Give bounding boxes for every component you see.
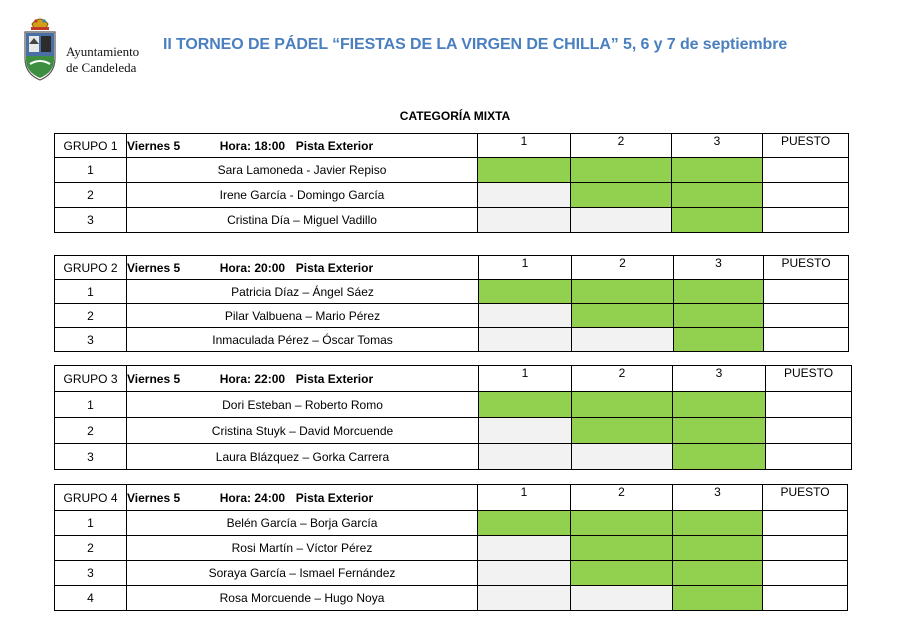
result-cell: [478, 586, 571, 611]
col-header-3: 3: [672, 134, 763, 158]
result-cell: [479, 418, 572, 444]
result-cell: [572, 280, 674, 304]
group-court: Pista Exterior: [295, 490, 374, 505]
result-cell: [571, 586, 673, 611]
pair-name: Rosi Martín – Víctor Pérez: [127, 536, 478, 561]
result-cell: [479, 392, 572, 418]
group-table: [54, 484, 848, 611]
col-header-2: 2: [572, 366, 673, 392]
result-cell: [674, 280, 764, 304]
position-cell: [763, 511, 848, 536]
table-row: [55, 511, 848, 536]
table-row: [55, 392, 852, 418]
pair-number: 1: [55, 511, 127, 536]
table-row: [55, 561, 848, 586]
result-cell: [572, 444, 673, 470]
group-time: Hora: 24:00: [219, 490, 286, 505]
group-time: Hora: 18:00: [219, 138, 286, 153]
pair-number: 2: [55, 304, 127, 328]
pair-number: 2: [55, 536, 127, 561]
result-cell: [479, 280, 572, 304]
col-header-1: 1: [478, 134, 571, 158]
category-title: CATEGORÍA MIXTA: [399, 109, 511, 123]
result-cell: [672, 183, 763, 208]
result-cell: [478, 561, 571, 586]
table-row: [55, 183, 849, 208]
position-cell: [763, 183, 849, 208]
town-line-2: de Candeleda: [66, 60, 137, 75]
pair-name: Laura Blázquez – Gorka Carrera: [127, 444, 479, 470]
pair-name: Sara Lamoneda - Javier Repiso: [127, 158, 478, 183]
result-cell: [571, 208, 672, 233]
result-cell: [571, 158, 672, 183]
result-cell: [673, 561, 763, 586]
group-label: GRUPO 1: [55, 134, 127, 158]
pair-name: Soraya García – Ismael Fernández: [127, 561, 478, 586]
result-cell: [572, 304, 674, 328]
pair-number: 3: [55, 444, 127, 470]
pair-number: 1: [55, 158, 127, 183]
group-day: Viernes 5: [127, 260, 181, 275]
table-row: [55, 328, 849, 352]
col-header-puesto: PUESTO: [763, 134, 849, 158]
table-row: [55, 444, 852, 470]
pair-name: Rosa Morcuende – Hugo Noya: [127, 586, 478, 611]
pair-name: Patricia Díaz – Ángel Sáez: [127, 280, 479, 304]
group-court: Pista Exterior: [295, 371, 374, 386]
group-label: GRUPO 3: [55, 366, 127, 392]
result-cell: [572, 392, 673, 418]
pair-name: Belén García – Borja García: [127, 511, 478, 536]
pair-number: 3: [55, 328, 127, 352]
group-table: [54, 133, 849, 233]
result-cell: [673, 444, 766, 470]
result-cell: [572, 328, 674, 352]
group-day: Viernes 5: [127, 371, 181, 386]
position-cell: [763, 586, 848, 611]
group-schedule: [127, 485, 478, 511]
town-name: [66, 44, 139, 76]
result-cell: [478, 536, 571, 561]
group-label: GRUPO 4: [55, 485, 127, 511]
pair-name: Cristina Stuyk – David Morcuende: [127, 418, 479, 444]
pair-number: 3: [55, 208, 127, 233]
result-cell: [672, 158, 763, 183]
pair-name: Pilar Valbuena – Mario Pérez: [127, 304, 479, 328]
position-cell: [763, 561, 848, 586]
result-cell: [479, 328, 572, 352]
col-header-puesto: PUESTO: [766, 366, 852, 392]
col-header-2: 2: [572, 256, 674, 280]
position-cell: [764, 304, 849, 328]
result-cell: [572, 418, 673, 444]
position-cell: [764, 328, 849, 352]
pair-name: Cristina Día – Miguel Vadillo: [127, 208, 478, 233]
table-row: [55, 418, 852, 444]
group-time: Hora: 20:00: [219, 260, 286, 275]
group-schedule: [127, 366, 479, 392]
col-header-1: 1: [479, 256, 572, 280]
town-line-1: Ayuntamiento: [66, 44, 140, 59]
group-court: Pista Exterior: [295, 260, 374, 275]
pair-number: 1: [55, 280, 127, 304]
result-cell: [672, 208, 763, 233]
result-cell: [571, 536, 673, 561]
col-header-3: 3: [673, 485, 763, 511]
pair-number: 4: [55, 586, 127, 611]
result-cell: [478, 158, 571, 183]
group-day: Viernes 5: [127, 490, 181, 505]
position-cell: [766, 392, 852, 418]
position-cell: [763, 208, 849, 233]
group-day: Viernes 5: [127, 138, 181, 153]
group-label: GRUPO 2: [55, 256, 127, 280]
table-row: [55, 158, 849, 183]
table-row: [55, 304, 849, 328]
group-table: [54, 365, 852, 470]
col-header-puesto: PUESTO: [764, 256, 849, 280]
group-court: Pista Exterior: [295, 138, 374, 153]
col-header-3: 3: [674, 256, 764, 280]
position-cell: [763, 158, 849, 183]
result-cell: [479, 304, 572, 328]
result-cell: [674, 328, 764, 352]
position-cell: [764, 280, 849, 304]
result-cell: [673, 418, 766, 444]
col-header-2: 2: [571, 134, 672, 158]
pair-number: 1: [55, 392, 127, 418]
position-cell: [766, 444, 852, 470]
result-cell: [571, 183, 672, 208]
position-cell: [766, 418, 852, 444]
col-header-1: 1: [479, 366, 572, 392]
pair-number: 3: [55, 561, 127, 586]
pair-number: 2: [55, 183, 127, 208]
table-row: [55, 536, 848, 561]
table-row: [55, 208, 849, 233]
page-title: II TORNEO DE PÁDEL “FIESTAS DE LA VIRGEN DE CHILLA” 5, 6 y 7 de septiembre: [163, 36, 788, 53]
table-row: [55, 280, 849, 304]
pair-number: 2: [55, 418, 127, 444]
pair-name: Irene García - Domingo García: [127, 183, 478, 208]
result-cell: [571, 511, 673, 536]
col-header-1: 1: [478, 485, 571, 511]
group-schedule: [127, 256, 479, 280]
col-header-puesto: PUESTO: [763, 485, 848, 511]
result-cell: [673, 536, 763, 561]
result-cell: [673, 392, 766, 418]
result-cell: [479, 444, 572, 470]
result-cell: [571, 561, 673, 586]
position-cell: [763, 536, 848, 561]
group-schedule: [127, 134, 478, 158]
result-cell: [674, 304, 764, 328]
coat-of-arms-icon: [22, 14, 58, 84]
pair-name: Dori Esteban – Roberto Romo: [127, 392, 479, 418]
result-cell: [673, 511, 763, 536]
group-table: [54, 255, 849, 352]
result-cell: [478, 183, 571, 208]
group-time: Hora: 22:00: [219, 371, 286, 386]
result-cell: [673, 586, 763, 611]
table-row: [55, 586, 848, 611]
result-cell: [478, 511, 571, 536]
result-cell: [478, 208, 571, 233]
col-header-2: 2: [571, 485, 673, 511]
pair-name: Inmaculada Pérez – Óscar Tomas: [127, 328, 479, 352]
col-header-3: 3: [673, 366, 766, 392]
